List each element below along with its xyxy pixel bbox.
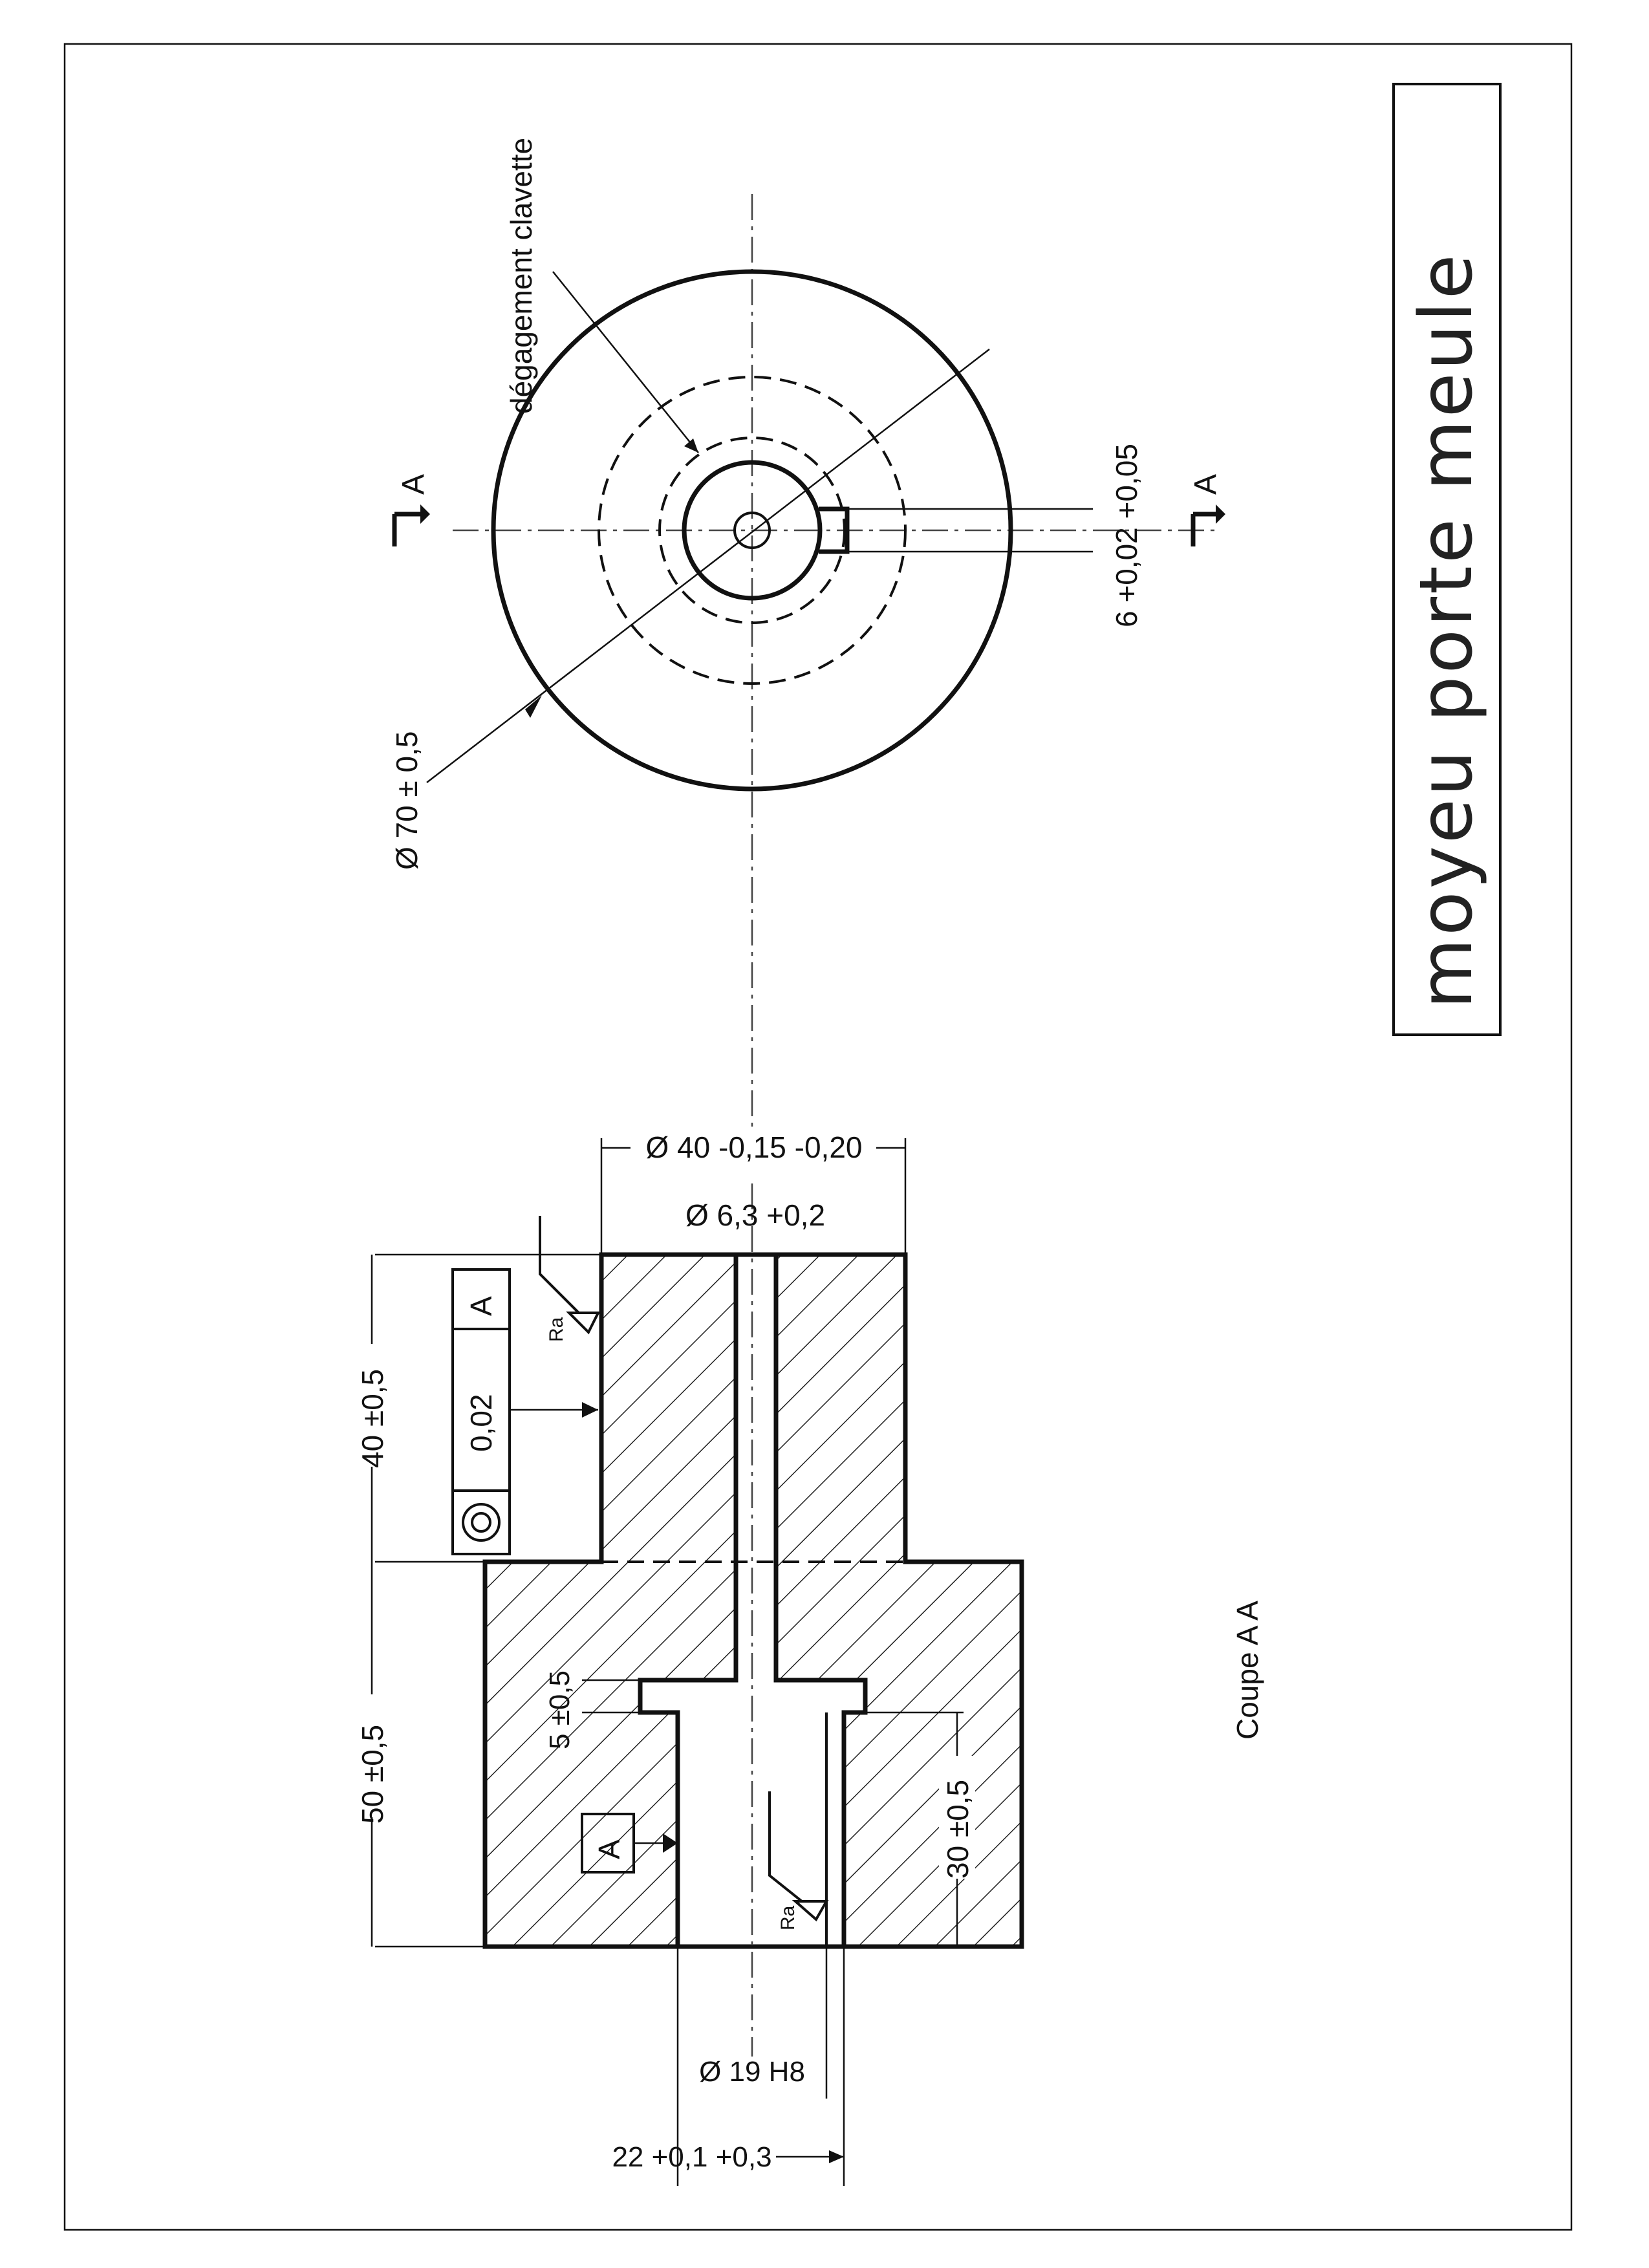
- keyway-depth-arrow: [829, 2150, 844, 2163]
- groove-dim: 5 ±0,5: [544, 1670, 576, 1749]
- section-marker-left: [394, 474, 431, 546]
- note-arrow: [684, 438, 698, 453]
- svg-text:A: A: [1189, 473, 1223, 495]
- drawing-title: moyeu porte meule: [1405, 252, 1489, 1009]
- svg-text:Ra: Ra: [777, 1905, 799, 1930]
- length-bottom-dim: 50 ±0,5: [356, 1724, 389, 1824]
- face-view: [390, 138, 1225, 1138]
- length-top-dim: 40 ±0,5: [356, 1368, 389, 1468]
- section-caption: Coupe A A: [1231, 1601, 1264, 1740]
- hole-diameter-dim: Ø 6,3 +0,2: [685, 1198, 826, 1232]
- section-view: [354, 1127, 1264, 2186]
- note-leader-line: [553, 272, 698, 453]
- keyway-depth-dim: 22 +0,1 +0,3: [612, 2141, 772, 2173]
- tolerance-value: 0,02: [464, 1394, 498, 1452]
- svg-text:Ra: Ra: [546, 1317, 567, 1342]
- svg-text:A: A: [396, 473, 431, 495]
- svg-text:A: A: [592, 1839, 626, 1859]
- keyway-relief-note: dégagement clavette: [504, 137, 538, 414]
- roughness-symbol-top: [540, 1216, 598, 1342]
- title-block: [1394, 84, 1500, 1035]
- tolerance-datum: A: [464, 1296, 498, 1316]
- bore-depth-dim: 30 ±0,5: [941, 1779, 975, 1879]
- outer-diameter-dim: Ø 70 ± 0,5: [390, 731, 424, 870]
- concentricity-icon: [463, 1504, 499, 1540]
- section-marker-right: [1189, 474, 1225, 546]
- outer-diameter-dim: Ø 40 -0,15 -0,20: [645, 1130, 863, 1164]
- diameter-arrow: [525, 695, 542, 718]
- roughness-symbol-bore: [770, 1791, 826, 1930]
- bore-diameter-dim: Ø 19 H8: [699, 2056, 805, 2088]
- keyway-width-dim: 6 +0,02 +0,05: [1110, 444, 1143, 627]
